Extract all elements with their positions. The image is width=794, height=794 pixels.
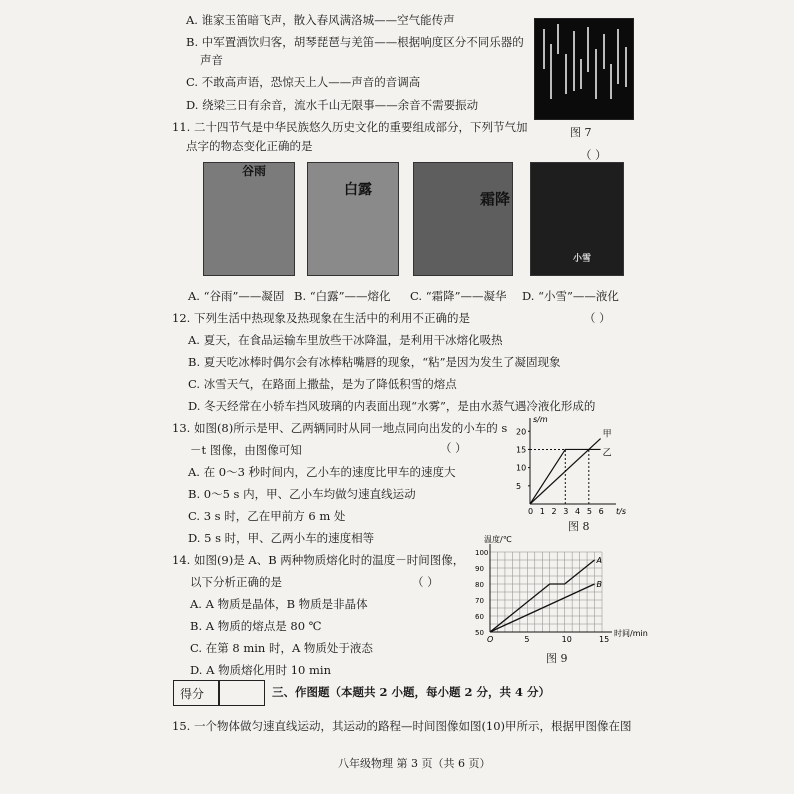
- photo-bailu: [307, 162, 399, 276]
- q13-option-a: A. 在 0～3 秒时间内，乙小车的速度比甲车的速度大: [188, 465, 456, 479]
- photo-guyu: [203, 162, 295, 276]
- y-tick-label: 60: [475, 613, 484, 621]
- figure-8-st-chart: [500, 414, 624, 518]
- figure-7-sound-image: [534, 18, 634, 120]
- q10-option-b: B. 中军置酒饮归客，胡琴琵琶与羌笛——根据响度区分不同乐器的: [186, 35, 524, 49]
- y-tick-label: 10: [516, 463, 527, 473]
- y-tick-label: 5: [516, 481, 522, 491]
- x-tick-label: 5: [586, 507, 592, 516]
- figure-8-caption: 图 8: [568, 520, 590, 533]
- q11-option-a: A. “谷雨”——凝固: [188, 289, 285, 303]
- q13-option-d: D. 5 s 时，甲、乙两小车的速度相等: [188, 531, 375, 545]
- page-footer: 八年级物理 第 3 页（共 6 页）: [338, 757, 491, 770]
- score-label: 得分: [180, 687, 205, 701]
- q12-option-b: B. 夏天吃冰棒时偶尔会有冰棒粘嘴唇的现象，“粘”是因为发生了凝固现象: [188, 355, 561, 369]
- y-tick-label: 80: [475, 581, 484, 589]
- y-tick-label: 100: [475, 549, 489, 557]
- q12-option-a: A. 夏天，在食品运输车里放些干冰降温，是利用干冰熔化吸热: [188, 333, 503, 347]
- x-tick-label: 2: [551, 507, 557, 516]
- photo-shuangjiang: [413, 162, 513, 276]
- x-axis-label: 时间/min: [614, 629, 648, 638]
- figure-9-temperature-chart: [470, 536, 676, 650]
- q12-option-c: C. 冰雪天气，在路面上撒盐，是为了降低积雪的熔点: [188, 377, 457, 391]
- q12-option-d: D. 冬天经常在小轿车挡风玻璃的内表面出现“水雾”，是由水蒸气遇冷液化形成的: [188, 399, 596, 413]
- figure-9-caption: 图 9: [546, 652, 568, 665]
- photo-xiaoxue-label: 小雪: [573, 254, 592, 264]
- y-tick-label: 15: [516, 445, 527, 455]
- q12-stem: 12. 下列生活中热现象及热现象在生活中的利用不正确的是: [172, 311, 470, 325]
- x-tick-label: 15: [599, 635, 610, 644]
- x-tick-label: 5: [524, 635, 530, 644]
- photo-bailu-label: 白露: [344, 182, 372, 198]
- q15-stem: 15. 一个物体做匀速直线运动，其运动的路程—时间图像如图(10)甲所示，根据甲图像在图: [172, 719, 632, 733]
- q11-stem: 11. 二十四节气是中华民族悠久历史文化的重要组成部分，下列节气加: [172, 120, 528, 134]
- q14-option-b: B. A 物质的熔点是 80 ℃: [190, 619, 322, 633]
- q10-option-d: D. 绕梁三日有余音，流水千山无限事——余音不需要振动: [186, 98, 479, 112]
- q11-option-c: C. “霜降”——凝华: [410, 289, 507, 303]
- figure-7-caption: 图 7: [570, 126, 592, 139]
- q12-answer-paren: （ ）: [584, 311, 611, 325]
- q10-option-c: C. 不敢高声语，恐惊天上人——声音的音调高: [186, 75, 421, 89]
- x-tick-label: O: [487, 635, 494, 644]
- x-tick-label: 4: [575, 507, 581, 516]
- q14-stem-cont: 以下分析正确的是: [190, 575, 282, 589]
- y-tick-label: 70: [475, 597, 484, 605]
- y-tick-label: 90: [475, 565, 484, 573]
- q10-option-b-cont: 声音: [200, 53, 223, 67]
- q11-option-b: B. “白露”——熔化: [294, 289, 391, 303]
- series-label-jia: 甲: [602, 429, 612, 440]
- y-tick-label: 50: [475, 629, 484, 637]
- q14-option-d: D. A 物质熔化用时 10 min: [190, 663, 332, 677]
- y-axis-label: 温度/℃: [484, 535, 512, 544]
- q13-stem-cont: －t 图像，由图像可知: [190, 443, 302, 457]
- score-box: [173, 680, 265, 706]
- x-axis-label: t/s: [616, 507, 626, 516]
- x-tick-label: 1: [539, 507, 545, 516]
- q13-stem: 13. 如图(8)所示是甲、乙两辆同时从同一地点同向出发的小车的 s: [172, 421, 508, 435]
- q13-answer-paren: （ ）: [440, 441, 467, 455]
- photo-shuangjiang-label: 霜降: [480, 190, 511, 208]
- q14-option-c: C. 在第 8 min 时，A 物质处于液态: [190, 641, 373, 655]
- x-tick-label: 3: [563, 507, 569, 516]
- photo-guyu-label: 谷雨: [242, 164, 267, 178]
- q11-option-d: D. “小雪”——液化: [522, 289, 619, 303]
- q13-option-b: B. 0～5 s 内，甲、乙小车均做匀速直线运动: [188, 487, 416, 501]
- q13-option-c: C. 3 s 时，乙在甲前方 6 m 处: [188, 509, 346, 523]
- photo-xiaoxue: [530, 162, 624, 276]
- q14-stem: 14. 如图(9)是 A、B 两种物质熔化时的温度－时间图像，: [172, 553, 465, 567]
- q14-option-a: A. A 物质是晶体，B 物质是非晶体: [190, 597, 368, 611]
- x-tick-label: 6: [598, 507, 604, 516]
- q14-answer-paren: （ ）: [412, 575, 439, 589]
- q10-option-a: A. 谁家玉笛暗飞声，散入春风满洛城——空气能传声: [186, 13, 455, 27]
- y-axis-label: s/m: [533, 415, 548, 424]
- x-tick-label: 10: [561, 635, 572, 644]
- series-label-a: A: [596, 556, 603, 565]
- section-3-title: 三、作图题（本题共 2 小题，每小题 2 分，共 4 分）: [272, 685, 551, 699]
- series-label-b: B: [596, 580, 603, 589]
- q11-stem-cont: 点字的物态变化正确的是: [186, 139, 313, 153]
- x-tick-label: 0: [528, 507, 534, 516]
- y-tick-label: 20: [516, 427, 527, 437]
- q11-answer-paren: （ ）: [580, 148, 607, 162]
- series-label-yi: 乙: [602, 448, 612, 459]
